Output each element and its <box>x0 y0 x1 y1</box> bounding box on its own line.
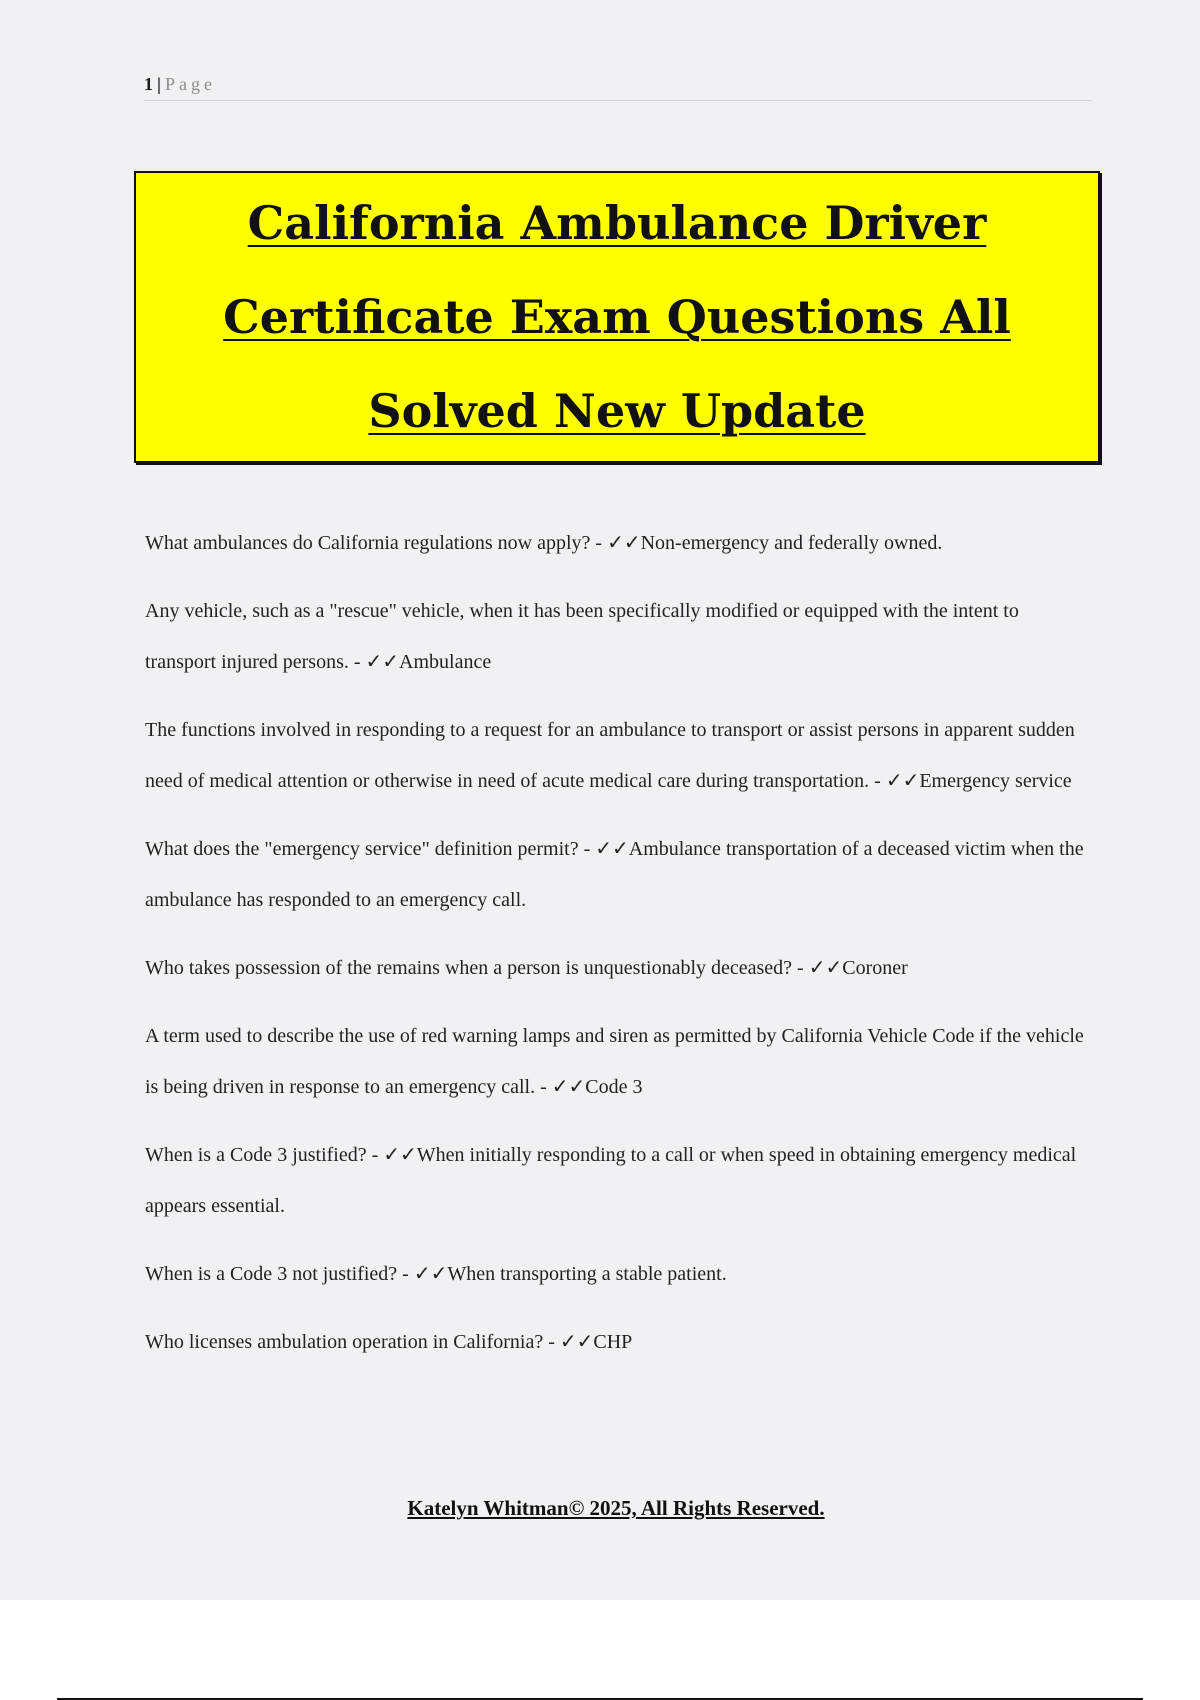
copyright-text: Katelyn Whitman© 2025, All Rights Reserved. <box>407 1496 825 1520</box>
title-box <box>134 171 1100 463</box>
qa-item: When is a Code 3 not justified? - ✓✓When transporting a stable patient. <box>145 1263 727 1285</box>
qa-item: A term used to describe the use of red warning lamps and siren as permitted by California Vehicle Code if the vehicle is being driven in response to an emergency call. - ✓✓Code 3 <box>145 1025 1084 1098</box>
qa-item: When is a Code 3 justified? - ✓✓When initially responding to a call or when speed in obtaining emergency medical appears essential. <box>145 1144 1077 1217</box>
page-separator: | <box>157 74 161 94</box>
qa-item: What ambulances do California regulations now apply? - ✓✓Non-emergency and federally owned. <box>145 532 943 554</box>
qa-list <box>145 518 1090 1385</box>
page-header <box>144 72 1092 101</box>
page-label: Page <box>164 74 216 94</box>
copyright-footer <box>0 1496 1200 1521</box>
qa-item: The functions involved in responding to a request for an ambulance to transport or assist persons in apparent sudden need of medical attention or otherwise in need of acute medical care during transportation. - ✓✓Emergency service <box>145 719 1075 792</box>
qa-item: Who takes possession of the remains when a person is unquestionably deceased? - ✓✓Coroner <box>145 957 908 979</box>
document-title: California Ambulance Driver Certificate Exam Questions All Solved New Update <box>223 196 1011 438</box>
page-number: 1 <box>144 74 153 94</box>
qa-item: Any vehicle, such as a "rescue" vehicle, when it has been specifically modified or equipped with the intent to transport injured persons. - ✓✓Ambulance <box>145 600 1019 673</box>
qa-item: What does the "emergency service" definition permit? - ✓✓Ambulance transportation of a deceased victim when the ambulance has responded to an emergency call. <box>145 838 1084 911</box>
qa-item: Who licenses ambulation operation in California? - ✓✓CHP <box>145 1331 633 1353</box>
